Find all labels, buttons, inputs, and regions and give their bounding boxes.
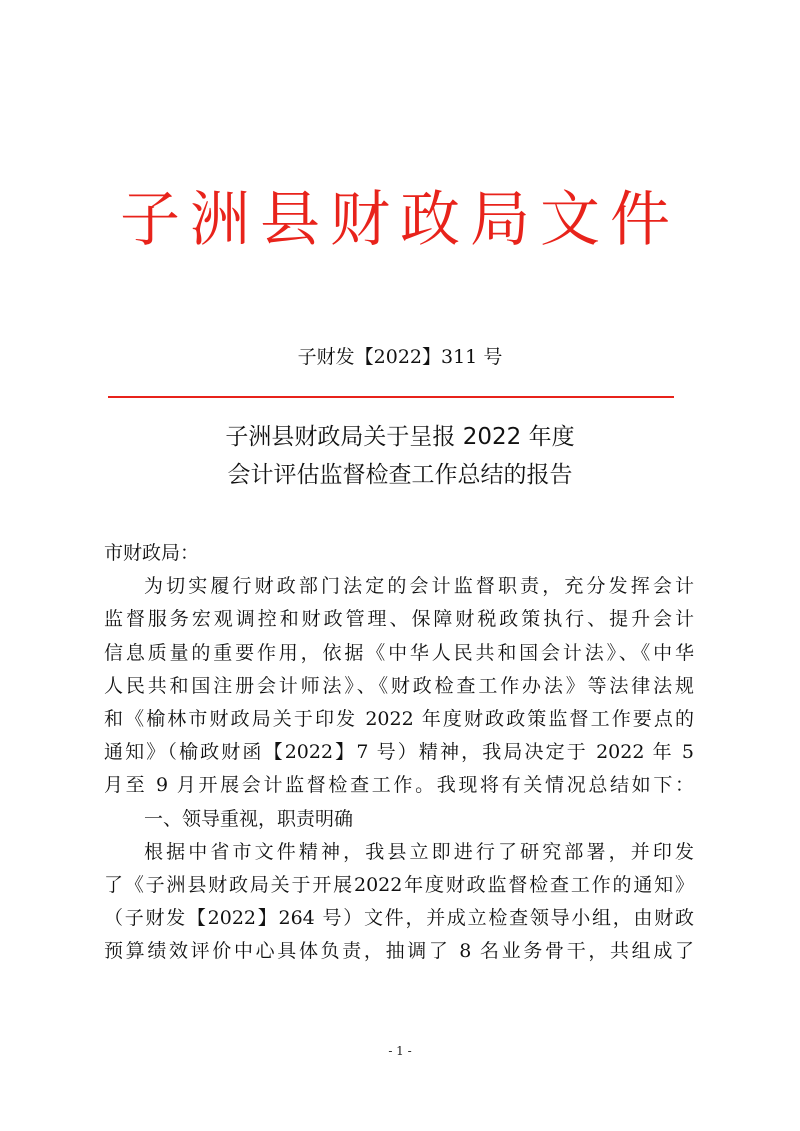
paragraph-2 [104,836,694,969]
paragraph-line: 预算绩效评价中心具体负责，抽调了 8 名业务骨干，共组成了 [104,940,694,963]
paragraph-line: 了《子洲县财政局关于开展2022年度财政监督检查工作的通知》 [104,873,694,896]
salutation: 市财政局： [104,542,200,564]
red-divider-line [108,396,674,398]
paragraph-1 [104,570,694,802]
document-body [104,537,694,968]
paragraph-line: （子财发【2022】264 号）文件，并成立检查领导小组，由财政 [104,907,694,930]
section-heading: 一、领导重视，职责明确 [144,807,354,830]
paragraph-line: 月至 9 月开展会计监督检查工作。我现将有关情况总结如下： [104,774,694,797]
title-line-1: 子洲县财政局关于呈报 2022 年度 [225,424,575,450]
document-number: 子财发【2022】311 号 [297,346,503,368]
title-line-2: 会计评估监督检查工作总结的报告 [227,462,573,488]
paragraph-line: 和《榆林市财政局关于印发 2022 年度财政政策监督工作要点的 [104,707,694,730]
paragraph-line: 监督服务宏观调控和财政管理、保障财税政策执行、提升会计 [104,608,694,631]
paragraph-line: 人民共和国注册会计师法》、《财政检查工作办法》等法律法规 [104,674,694,697]
paragraph-line: 信息质量的重要作用，依据《中华人民共和国会计法》、《中华 [104,641,694,664]
paragraph-line: 为切实履行财政部门法定的会计监督职责，充分发挥会计 [144,575,694,598]
document-masthead: 子洲县财政局文件 [120,185,680,255]
document-title [0,418,800,494]
paragraph-line: 根据中省市文件精神，我县立即进行了研究部署，并印发 [144,840,694,863]
page-number: - 1 - [388,1044,412,1058]
paragraph-line: 通知》（榆政财函【2022】7 号）精神，我局决定于 2022 年 5 [104,741,694,764]
